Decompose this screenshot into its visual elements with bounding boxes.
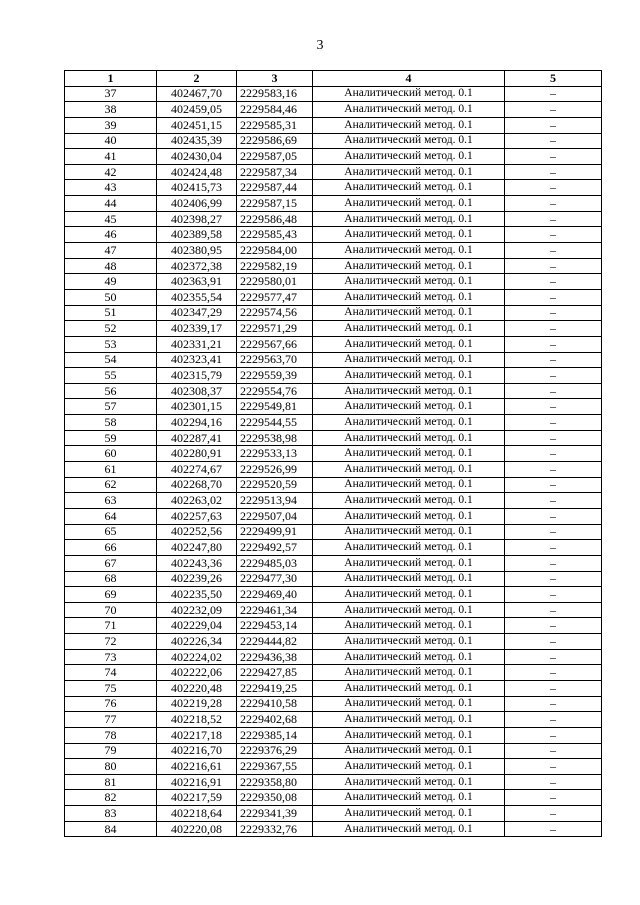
y-coordinate-cell: 2229520,59 — [237, 477, 313, 493]
point-number-cell: 64 — [65, 508, 157, 524]
method-cell: Аналитический метод. 0.1 — [313, 665, 505, 681]
point-number-cell: 67 — [65, 555, 157, 571]
x-coordinate-cell: 402347,29 — [157, 305, 237, 321]
table-row — [65, 274, 602, 290]
table-row — [65, 289, 602, 305]
y-coordinate-cell: 2229574,56 — [237, 305, 313, 321]
y-coordinate-cell: 2229332,76 — [237, 821, 313, 837]
method-cell: Аналитический метод. 0.1 — [313, 164, 505, 180]
note-cell: – — [505, 790, 602, 806]
method-cell: Аналитический метод. 0.1 — [313, 383, 505, 399]
note-cell: – — [505, 430, 602, 446]
method-cell: Аналитический метод. 0.1 — [313, 508, 505, 524]
point-number-cell: 66 — [65, 540, 157, 556]
note-cell: – — [505, 86, 602, 102]
method-cell: Аналитический метод. 0.1 — [313, 555, 505, 571]
method-cell: Аналитический метод. 0.1 — [313, 86, 505, 102]
y-coordinate-cell: 2229376,29 — [237, 743, 313, 759]
point-number-cell: 59 — [65, 430, 157, 446]
y-coordinate-cell: 2229492,57 — [237, 540, 313, 556]
note-cell: – — [505, 196, 602, 212]
table-header — [65, 71, 602, 87]
table-row — [65, 696, 602, 712]
x-coordinate-cell: 402220,48 — [157, 680, 237, 696]
note-cell: – — [505, 649, 602, 665]
x-coordinate-cell: 402415,73 — [157, 180, 237, 196]
note-cell: – — [505, 618, 602, 634]
x-coordinate-cell: 402380,95 — [157, 243, 237, 259]
table-row — [65, 634, 602, 650]
x-coordinate-cell: 402451,15 — [157, 117, 237, 133]
x-coordinate-cell: 402339,17 — [157, 321, 237, 337]
table-row — [65, 680, 602, 696]
x-coordinate-cell: 402222,06 — [157, 665, 237, 681]
note-cell: – — [505, 759, 602, 775]
point-number-cell: 68 — [65, 571, 157, 587]
point-number-cell: 56 — [65, 383, 157, 399]
method-cell: Аналитический метод. 0.1 — [313, 211, 505, 227]
x-coordinate-cell: 402224,02 — [157, 649, 237, 665]
point-number-cell: 37 — [65, 86, 157, 102]
x-coordinate-cell: 402232,09 — [157, 602, 237, 618]
x-coordinate-cell: 402372,38 — [157, 258, 237, 274]
table-row — [65, 759, 602, 775]
table-row — [65, 321, 602, 337]
method-cell: Аналитический метод. 0.1 — [313, 352, 505, 368]
note-cell: – — [505, 634, 602, 650]
x-coordinate-cell: 402301,15 — [157, 399, 237, 415]
y-coordinate-cell: 2229350,08 — [237, 790, 313, 806]
x-coordinate-cell: 402389,58 — [157, 227, 237, 243]
method-cell: Аналитический метод. 0.1 — [313, 368, 505, 384]
y-coordinate-cell: 2229461,34 — [237, 602, 313, 618]
y-coordinate-cell: 2229584,46 — [237, 102, 313, 118]
table-row — [65, 117, 602, 133]
table-row — [65, 508, 602, 524]
method-cell: Аналитический метод. 0.1 — [313, 446, 505, 462]
point-number-cell: 76 — [65, 696, 157, 712]
x-coordinate-cell: 402226,34 — [157, 634, 237, 650]
header-col-3: 3 — [237, 71, 313, 87]
x-coordinate-cell: 402247,80 — [157, 540, 237, 556]
method-cell: Аналитический метод. 0.1 — [313, 117, 505, 133]
method-cell: Аналитический метод. 0.1 — [313, 180, 505, 196]
table-row — [65, 446, 602, 462]
note-cell: – — [505, 321, 602, 337]
note-cell: – — [505, 477, 602, 493]
table-body — [65, 86, 602, 837]
coordinates-table — [64, 70, 602, 837]
note-cell: – — [505, 508, 602, 524]
table-row — [65, 477, 602, 493]
x-coordinate-cell: 402323,41 — [157, 352, 237, 368]
point-number-cell: 39 — [65, 117, 157, 133]
y-coordinate-cell: 2229567,66 — [237, 336, 313, 352]
table-row — [65, 399, 602, 415]
method-cell: Аналитический метод. 0.1 — [313, 227, 505, 243]
note-cell: – — [505, 305, 602, 321]
x-coordinate-cell: 402294,16 — [157, 415, 237, 431]
point-number-cell: 52 — [65, 321, 157, 337]
x-coordinate-cell: 402308,37 — [157, 383, 237, 399]
note-cell: – — [505, 712, 602, 728]
table-row — [65, 211, 602, 227]
y-coordinate-cell: 2229571,29 — [237, 321, 313, 337]
note-cell: – — [505, 243, 602, 259]
y-coordinate-cell: 2229559,39 — [237, 368, 313, 384]
point-number-cell: 44 — [65, 196, 157, 212]
note-cell: – — [505, 258, 602, 274]
method-cell: Аналитический метод. 0.1 — [313, 602, 505, 618]
method-cell: Аналитический метод. 0.1 — [313, 102, 505, 118]
y-coordinate-cell: 2229367,55 — [237, 759, 313, 775]
note-cell: – — [505, 524, 602, 540]
table-row — [65, 368, 602, 384]
x-coordinate-cell: 402229,04 — [157, 618, 237, 634]
note-cell: – — [505, 149, 602, 165]
note-cell: – — [505, 352, 602, 368]
method-cell: Аналитический метод. 0.1 — [313, 743, 505, 759]
table-row — [65, 602, 602, 618]
point-number-cell: 61 — [65, 462, 157, 478]
table-row — [65, 196, 602, 212]
table-row — [65, 493, 602, 509]
note-cell: – — [505, 289, 602, 305]
method-cell: Аналитический метод. 0.1 — [313, 821, 505, 837]
y-coordinate-cell: 2229444,82 — [237, 634, 313, 650]
y-coordinate-cell: 2229499,91 — [237, 524, 313, 540]
point-number-cell: 77 — [65, 712, 157, 728]
table-row — [65, 336, 602, 352]
point-number-cell: 78 — [65, 727, 157, 743]
table-row — [65, 587, 602, 603]
y-coordinate-cell: 2229427,85 — [237, 665, 313, 681]
point-number-cell: 58 — [65, 415, 157, 431]
method-cell: Аналитический метод. 0.1 — [313, 680, 505, 696]
table-row — [65, 727, 602, 743]
x-coordinate-cell: 402218,64 — [157, 806, 237, 822]
method-cell: Аналитический метод. 0.1 — [313, 696, 505, 712]
header-col-2: 2 — [157, 71, 237, 87]
point-number-cell: 79 — [65, 743, 157, 759]
x-coordinate-cell: 402274,67 — [157, 462, 237, 478]
y-coordinate-cell: 2229580,01 — [237, 274, 313, 290]
note-cell: – — [505, 555, 602, 571]
table-row — [65, 133, 602, 149]
header-col-1: 1 — [65, 71, 157, 87]
point-number-cell: 49 — [65, 274, 157, 290]
point-number-cell: 75 — [65, 680, 157, 696]
note-cell: – — [505, 180, 602, 196]
table-row — [65, 462, 602, 478]
method-cell: Аналитический метод. 0.1 — [313, 336, 505, 352]
method-cell: Аналитический метод. 0.1 — [313, 415, 505, 431]
point-number-cell: 70 — [65, 602, 157, 618]
note-cell: – — [505, 540, 602, 556]
table-row — [65, 712, 602, 728]
point-number-cell: 54 — [65, 352, 157, 368]
note-cell: – — [505, 415, 602, 431]
table-row — [65, 665, 602, 681]
y-coordinate-cell: 2229469,40 — [237, 587, 313, 603]
method-cell: Аналитический метод. 0.1 — [313, 258, 505, 274]
point-number-cell: 71 — [65, 618, 157, 634]
method-cell: Аналитический метод. 0.1 — [313, 790, 505, 806]
method-cell: Аналитический метод. 0.1 — [313, 759, 505, 775]
method-cell: Аналитический метод. 0.1 — [313, 196, 505, 212]
y-coordinate-cell: 2229583,16 — [237, 86, 313, 102]
table-row — [65, 524, 602, 540]
y-coordinate-cell: 2229587,44 — [237, 180, 313, 196]
point-number-cell: 51 — [65, 305, 157, 321]
x-coordinate-cell: 402216,91 — [157, 774, 237, 790]
y-coordinate-cell: 2229419,25 — [237, 680, 313, 696]
x-coordinate-cell: 402355,54 — [157, 289, 237, 305]
method-cell: Аналитический метод. 0.1 — [313, 399, 505, 415]
note-cell: – — [505, 587, 602, 603]
method-cell: Аналитический метод. 0.1 — [313, 462, 505, 478]
x-coordinate-cell: 402287,41 — [157, 430, 237, 446]
note-cell: – — [505, 493, 602, 509]
x-coordinate-cell: 402398,27 — [157, 211, 237, 227]
header-col-5: 5 — [505, 71, 602, 87]
table-row — [65, 806, 602, 822]
note-cell: – — [505, 571, 602, 587]
method-cell: Аналитический метод. 0.1 — [313, 274, 505, 290]
x-coordinate-cell: 402331,21 — [157, 336, 237, 352]
point-number-cell: 48 — [65, 258, 157, 274]
y-coordinate-cell: 2229587,34 — [237, 164, 313, 180]
table-row — [65, 649, 602, 665]
y-coordinate-cell: 2229477,30 — [237, 571, 313, 587]
table-row — [65, 227, 602, 243]
table-row — [65, 305, 602, 321]
point-number-cell: 46 — [65, 227, 157, 243]
note-cell: – — [505, 117, 602, 133]
note-cell: – — [505, 227, 602, 243]
point-number-cell: 60 — [65, 446, 157, 462]
note-cell: – — [505, 602, 602, 618]
y-coordinate-cell: 2229453,14 — [237, 618, 313, 634]
table-row — [65, 430, 602, 446]
point-number-cell: 63 — [65, 493, 157, 509]
method-cell: Аналитический метод. 0.1 — [313, 774, 505, 790]
x-coordinate-cell: 402268,70 — [157, 477, 237, 493]
note-cell: – — [505, 774, 602, 790]
method-cell: Аналитический метод. 0.1 — [313, 540, 505, 556]
point-number-cell: 55 — [65, 368, 157, 384]
y-coordinate-cell: 2229554,76 — [237, 383, 313, 399]
point-number-cell: 45 — [65, 211, 157, 227]
table-row — [65, 149, 602, 165]
point-number-cell: 84 — [65, 821, 157, 837]
y-coordinate-cell: 2229485,03 — [237, 555, 313, 571]
point-number-cell: 53 — [65, 336, 157, 352]
point-number-cell: 62 — [65, 477, 157, 493]
method-cell: Аналитический метод. 0.1 — [313, 806, 505, 822]
header-row — [65, 71, 602, 87]
y-coordinate-cell: 2229507,04 — [237, 508, 313, 524]
x-coordinate-cell: 402406,99 — [157, 196, 237, 212]
x-coordinate-cell: 402235,50 — [157, 587, 237, 603]
y-coordinate-cell: 2229358,80 — [237, 774, 313, 790]
note-cell: – — [505, 446, 602, 462]
method-cell: Аналитический метод. 0.1 — [313, 477, 505, 493]
method-cell: Аналитический метод. 0.1 — [313, 133, 505, 149]
point-number-cell: 74 — [65, 665, 157, 681]
note-cell: – — [505, 806, 602, 822]
point-number-cell: 40 — [65, 133, 157, 149]
point-number-cell: 73 — [65, 649, 157, 665]
note-cell: – — [505, 665, 602, 681]
note-cell: – — [505, 336, 602, 352]
y-coordinate-cell: 2229341,39 — [237, 806, 313, 822]
method-cell: Аналитический метод. 0.1 — [313, 149, 505, 165]
point-number-cell: 82 — [65, 790, 157, 806]
point-number-cell: 65 — [65, 524, 157, 540]
table-row — [65, 618, 602, 634]
y-coordinate-cell: 2229410,58 — [237, 696, 313, 712]
point-number-cell: 80 — [65, 759, 157, 775]
x-coordinate-cell: 402467,70 — [157, 86, 237, 102]
y-coordinate-cell: 2229585,31 — [237, 117, 313, 133]
x-coordinate-cell: 402263,02 — [157, 493, 237, 509]
x-coordinate-cell: 402424,48 — [157, 164, 237, 180]
y-coordinate-cell: 2229563,70 — [237, 352, 313, 368]
method-cell: Аналитический метод. 0.1 — [313, 305, 505, 321]
point-number-cell: 41 — [65, 149, 157, 165]
x-coordinate-cell: 402459,05 — [157, 102, 237, 118]
method-cell: Аналитический метод. 0.1 — [313, 634, 505, 650]
y-coordinate-cell: 2229587,15 — [237, 196, 313, 212]
y-coordinate-cell: 2229533,13 — [237, 446, 313, 462]
header-col-4: 4 — [313, 71, 505, 87]
table-row — [65, 555, 602, 571]
table-row — [65, 571, 602, 587]
point-number-cell: 83 — [65, 806, 157, 822]
x-coordinate-cell: 402363,91 — [157, 274, 237, 290]
x-coordinate-cell: 402257,63 — [157, 508, 237, 524]
table-row — [65, 790, 602, 806]
x-coordinate-cell: 402218,52 — [157, 712, 237, 728]
y-coordinate-cell: 2229587,05 — [237, 149, 313, 165]
note-cell: – — [505, 164, 602, 180]
note-cell: – — [505, 462, 602, 478]
note-cell: – — [505, 368, 602, 384]
y-coordinate-cell: 2229582,19 — [237, 258, 313, 274]
method-cell: Аналитический метод. 0.1 — [313, 727, 505, 743]
note-cell: – — [505, 680, 602, 696]
table-row — [65, 180, 602, 196]
page-number: 3 — [316, 38, 324, 53]
y-coordinate-cell: 2229549,81 — [237, 399, 313, 415]
method-cell: Аналитический метод. 0.1 — [313, 587, 505, 603]
method-cell: Аналитический метод. 0.1 — [313, 571, 505, 587]
table-row — [65, 243, 602, 259]
point-number-cell: 43 — [65, 180, 157, 196]
x-coordinate-cell: 402243,36 — [157, 555, 237, 571]
x-coordinate-cell: 402280,91 — [157, 446, 237, 462]
point-number-cell: 42 — [65, 164, 157, 180]
note-cell: – — [505, 133, 602, 149]
point-number-cell: 81 — [65, 774, 157, 790]
table-row — [65, 352, 602, 368]
y-coordinate-cell: 2229577,47 — [237, 289, 313, 305]
x-coordinate-cell: 402430,04 — [157, 149, 237, 165]
table-row — [65, 743, 602, 759]
y-coordinate-cell: 2229585,43 — [237, 227, 313, 243]
note-cell: – — [505, 211, 602, 227]
note-cell: – — [505, 383, 602, 399]
y-coordinate-cell: 2229402,68 — [237, 712, 313, 728]
table-row — [65, 821, 602, 837]
method-cell: Аналитический метод. 0.1 — [313, 493, 505, 509]
point-number-cell: 69 — [65, 587, 157, 603]
note-cell: – — [505, 727, 602, 743]
x-coordinate-cell: 402252,56 — [157, 524, 237, 540]
y-coordinate-cell: 2229385,14 — [237, 727, 313, 743]
x-coordinate-cell: 402219,28 — [157, 696, 237, 712]
x-coordinate-cell: 402217,59 — [157, 790, 237, 806]
x-coordinate-cell: 402217,18 — [157, 727, 237, 743]
point-number-cell: 57 — [65, 399, 157, 415]
table-row — [65, 383, 602, 399]
note-cell: – — [505, 399, 602, 415]
point-number-cell: 38 — [65, 102, 157, 118]
method-cell: Аналитический метод. 0.1 — [313, 243, 505, 259]
method-cell: Аналитический метод. 0.1 — [313, 289, 505, 305]
y-coordinate-cell: 2229544,55 — [237, 415, 313, 431]
table-row — [65, 102, 602, 118]
table-row — [65, 415, 602, 431]
point-number-cell: 50 — [65, 289, 157, 305]
y-coordinate-cell: 2229586,48 — [237, 211, 313, 227]
x-coordinate-cell: 402315,79 — [157, 368, 237, 384]
table-row — [65, 86, 602, 102]
y-coordinate-cell: 2229526,99 — [237, 462, 313, 478]
method-cell: Аналитический метод. 0.1 — [313, 712, 505, 728]
note-cell: – — [505, 821, 602, 837]
y-coordinate-cell: 2229538,98 — [237, 430, 313, 446]
x-coordinate-cell: 402216,61 — [157, 759, 237, 775]
method-cell: Аналитический метод. 0.1 — [313, 524, 505, 540]
note-cell: – — [505, 274, 602, 290]
method-cell: Аналитический метод. 0.1 — [313, 430, 505, 446]
table-row — [65, 258, 602, 274]
y-coordinate-cell: 2229586,69 — [237, 133, 313, 149]
point-number-cell: 72 — [65, 634, 157, 650]
x-coordinate-cell: 402220,08 — [157, 821, 237, 837]
point-number-cell: 47 — [65, 243, 157, 259]
y-coordinate-cell: 2229436,38 — [237, 649, 313, 665]
note-cell: – — [505, 102, 602, 118]
method-cell: Аналитический метод. 0.1 — [313, 649, 505, 665]
table-row — [65, 774, 602, 790]
y-coordinate-cell: 2229513,94 — [237, 493, 313, 509]
x-coordinate-cell: 402239,26 — [157, 571, 237, 587]
note-cell: – — [505, 696, 602, 712]
y-coordinate-cell: 2229584,00 — [237, 243, 313, 259]
method-cell: Аналитический метод. 0.1 — [313, 618, 505, 634]
note-cell: – — [505, 743, 602, 759]
table-row — [65, 164, 602, 180]
table-row — [65, 540, 602, 556]
x-coordinate-cell: 402216,70 — [157, 743, 237, 759]
x-coordinate-cell: 402435,39 — [157, 133, 237, 149]
method-cell: Аналитический метод. 0.1 — [313, 321, 505, 337]
